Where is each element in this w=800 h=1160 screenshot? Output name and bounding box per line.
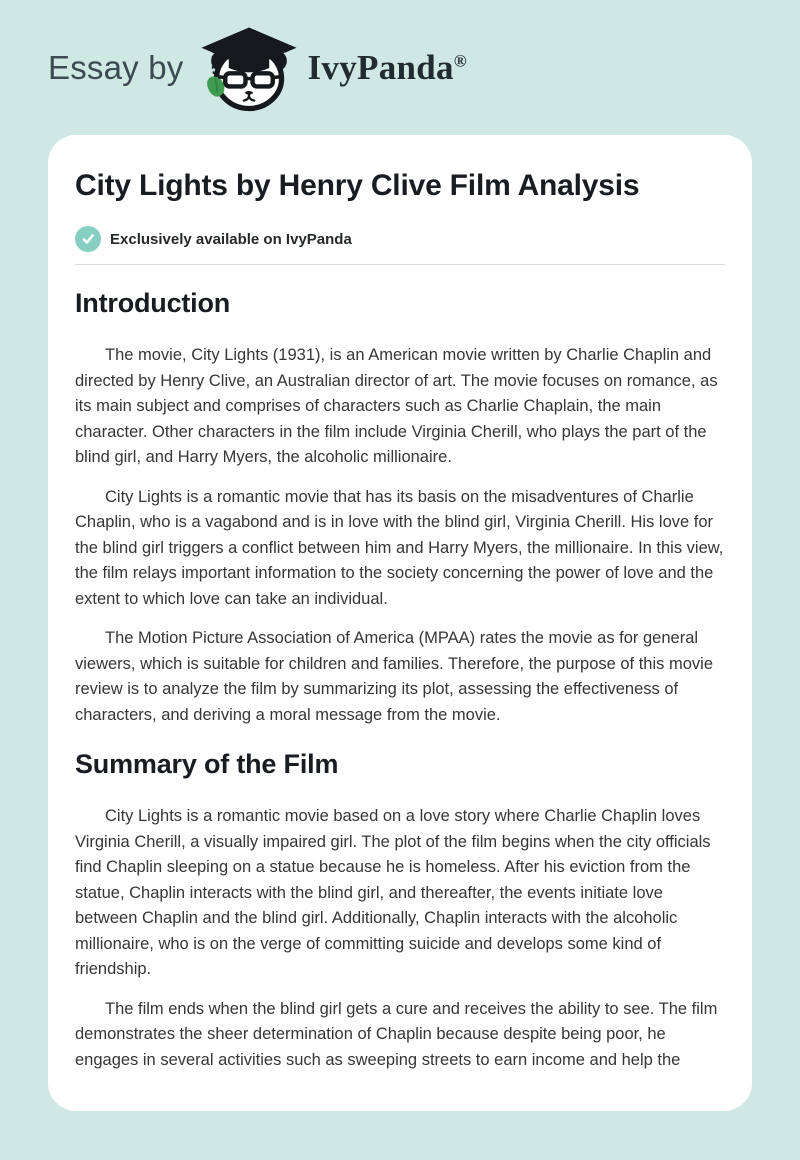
essay-by-label: Essay by bbox=[48, 48, 184, 86]
paragraph: The film ends when the blind girl gets a cure and receives the ability to see. The film demonstrates the sheer determination of Chaplin because despite being poor, he engages in several activities such as sweeping streets to earn income and help the bbox=[75, 999, 718, 1069]
divider bbox=[75, 264, 725, 265]
section-introduction bbox=[75, 287, 725, 728]
paragraph: The Motion Picture Association of America (MPAA) rates the movie as for general viewers, which is suitable for children and families. Therefore, the purpose of this movie review is to analyze the film by summarizing its plot, assessing the effectiveness of characters, and deriving a moral message from the movie. bbox=[75, 629, 713, 724]
brand-name: IvyPanda bbox=[307, 47, 454, 87]
exclusive-badge-label: Exclusively available on IvyPanda bbox=[110, 230, 352, 248]
page-header bbox=[0, 0, 800, 135]
section-heading: Summary of the Film bbox=[75, 749, 339, 779]
page-title: City Lights by Henry Clive Film Analysis bbox=[75, 169, 640, 202]
section-heading: Introduction bbox=[75, 288, 231, 318]
paragraph: City Lights is a romantic movie that has its basis on the misadventures of Charlie Chaplin, who is a vagabond and is in love with the blind girl, Virginia Cherill. His love for the blind girl triggers a conflict between him and Harry Myers, the millionaire. In this view, the film relays important information to the society concerning the power of love and the extent to which love can take an individual. bbox=[75, 487, 724, 608]
paragraph: The movie, City Lights (1931), is an American movie written by Charlie Chaplin and directed by Henry Clive, an Australian director of art. The movie focuses on romance, as its main subject and comprises of characters such as Charlie Chaplain, the main character. Other characters in the film include Virginia Cherill, who plays the part of the blind girl, and Harry Myers, the alcoholic millionaire. bbox=[75, 346, 718, 466]
ivypanda-panda-graduate-logo-icon bbox=[196, 24, 302, 112]
exclusive-badge bbox=[75, 226, 725, 252]
section-summary bbox=[75, 748, 725, 1073]
check-icon bbox=[75, 226, 101, 252]
registered-mark: ® bbox=[453, 50, 467, 70]
paragraph: City Lights is a romantic movie based on a love story where Charlie Chaplin loves Virginia Cherill, a visually impaired girl. The plot of the film begins when the city officials find Chaplin sleeping on a statue because he is homeless. After his eviction from the statue, Chaplin interacts with the blind girl, and thereafter, the events initiate love between Chaplin and the blind girl. Additionally, Chaplin interacts with the alcoholic millionaire, who is on the verge of committing suicide and develops some kind of friendship. bbox=[75, 807, 711, 978]
brand-wordmark bbox=[308, 48, 467, 88]
essay-card bbox=[48, 135, 752, 1111]
